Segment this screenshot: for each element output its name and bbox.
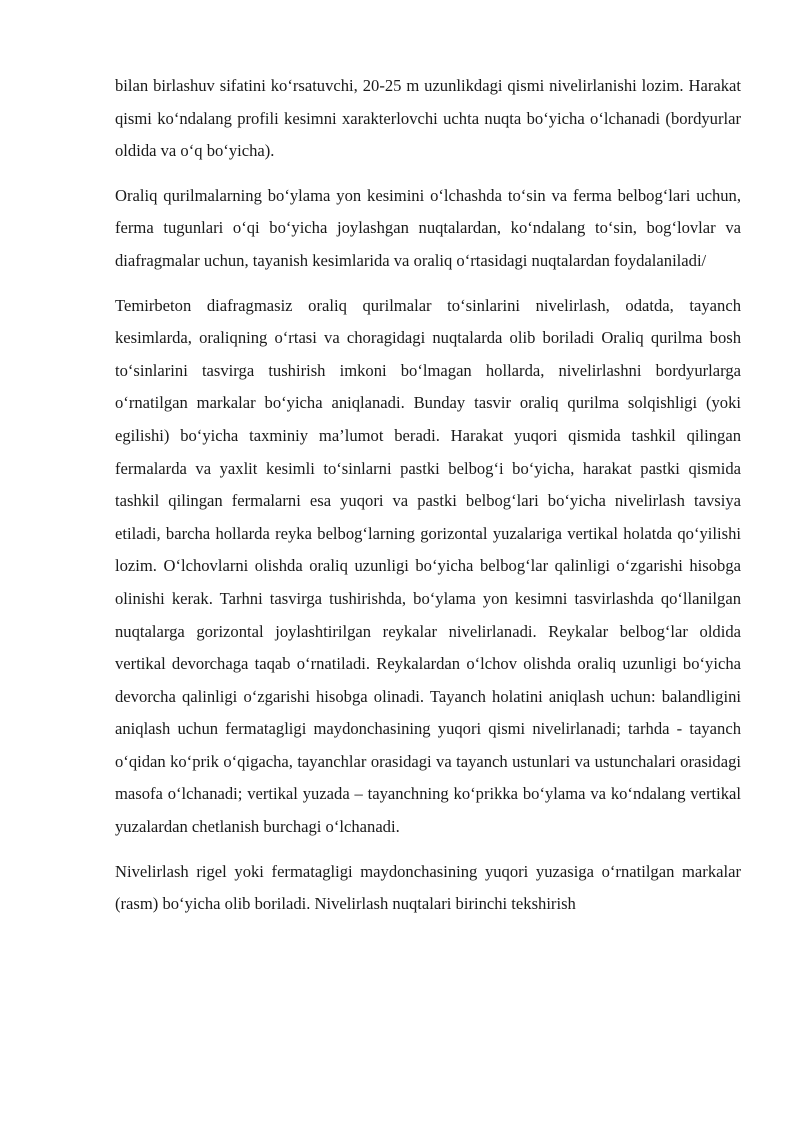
document-page	[115, 70, 741, 933]
paragraph-4: Nivelirlash rigel yoki fermatagligi maydonchasining yuqori yuzasiga o‘rnatilgan markalar (rasm) bo‘yicha olib boriladi. Nivelirlash nuqtalari birinchi tekshirish	[115, 861, 741, 914]
paragraph-1: bilan birlashuv sifatini ko‘rsatuvchi, 20-25 m uzunlikdagi qismi nivelirlanishi lozim. Harakat qismi ko‘ndalang profili kesimni xarakterlovchi uchta nuqta bo‘yicha o‘lchanadi (bordyurlar oldida va o‘q bo‘yicha).	[115, 76, 741, 161]
paragraph-3: Temirbeton diafragmasiz oraliq qurilmalar to‘sinlarini nivelirlash, odatda, tayanch kesimlarda, oraliqning o‘rtasi va choragidagi nuqtalarda olib boriladi Oraliq qurilma bosh to‘sinlarini tasvirga tushirish imkoni bo‘lmagan hollarda, nivelirlashni bordyurlarga o‘rnatilgan markalar bo‘yicha aniqlanadi. Bunday tasvir oraliq qurilma solqishligi (yoki egilishi) bo‘yicha taxminiy ma’lumot beradi. Harakat yuqori qismida tashkil qilingan fermalarda va yaxlit kesimli to‘sinlarni pastki belbog‘i bo‘yicha, harakat pastki qismida tashkil qilingan fermalarni esa yuqori va pastki belbog‘lari bo‘yicha nivelirlash tavsiya etiladi, barcha hollarda reyka belbog‘larning gorizontal yuzalariga vertikal holatda qo‘yilishi lozim. O‘lchovlarni olishda oraliq uzunligi bo‘yicha belbog‘lar qalinligi o‘zgarishi hisobga olinishi kerak. Tarhni tasvirga tushirishda, bo‘ylama yon kesimni tasvirlashda qo‘llanilgan nuqtalarga gorizontal joylashtirilgan reykalar nivelirlanadi. Reykalar belbog‘lar oldida vertikal devorchaga taqab o‘rnatiladi. Reykalardan o‘lchov olishda oraliq uzunligi bo‘yicha devorcha qalinligi o‘zgarishi hisobga olinadi. Tayanch holatini aniqlash uchun: balandligini aniqlash uchun fermatagligi maydonchasining yuqori qismi nivelirlanadi; tarhda - tayanch o‘qidan ko‘prik o‘qigacha, tayanchlar orasidagi va tayanch ustunlari va ustunchalari orasidagi masofa o‘lchanadi; vertikal yuzada – tayanchning ko‘prikka bo‘ylama va ko‘ndalang vertikal yuzalardan chetlanish burchagi o‘lchanadi.	[115, 295, 741, 837]
paragraph-2: Oraliq qurilmalarning bo‘ylama yon kesimini o‘lchashda to‘sin va ferma belbog‘lari uchun, ferma tugunlari o‘qi bo‘yicha joylashgan nuqtalardan, ko‘ndalang to‘sin, bog‘lovlar va diafragmalar uchun, tayanish kesimlarida va oraliq o‘rtasidagi nuqtalardan foydalaniladi/	[115, 185, 741, 270]
